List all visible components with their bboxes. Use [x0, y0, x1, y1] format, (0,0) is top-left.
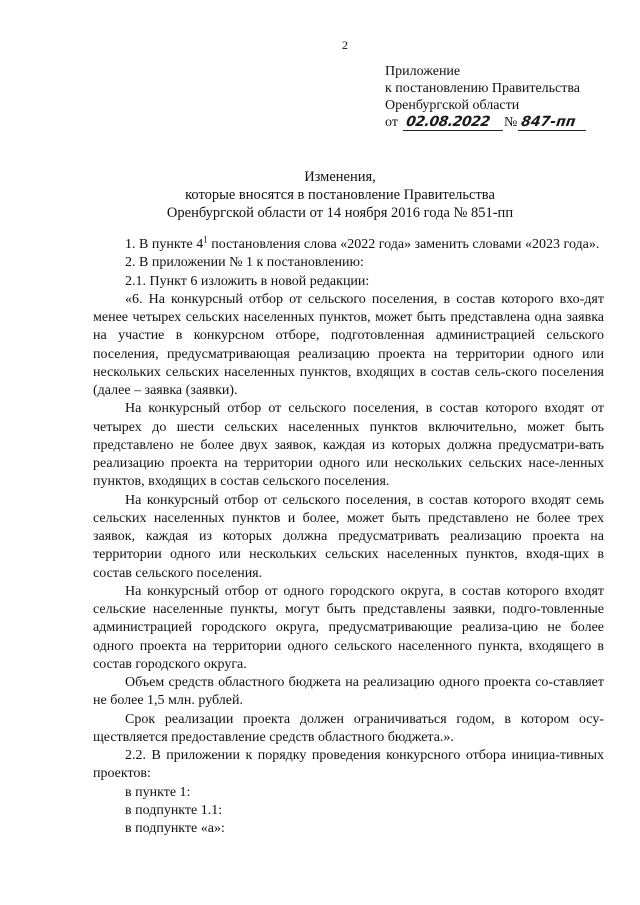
appendix-date-line — [385, 114, 630, 131]
appendix-line-2: к постановлению Правительства — [385, 81, 581, 96]
paragraph-8: Объем средств областного бюджета на реализацию одного проекта со-ставляет не более 1,5 млн. рублей. — [93, 675, 604, 709]
title-line-3: Оренбургской области от 14 ноября 2016 года № 851-пп — [166, 205, 514, 221]
paragraph-1-end: постановления слова «2022 года» заменить словами «2023 года». — [207, 237, 600, 252]
paragraph-1-start: 1. В пункте 4 — [125, 237, 204, 252]
number-label: № — [503, 115, 518, 130]
page-number: 2 — [342, 38, 348, 52]
paragraph-4: «6. На конкурсный отбор от сельского поселения, в состав которого вхо-дят менее четырех сельских населенных пунктов, может быть представлена одна заявка на участие в конкурсном отборе, подготовленная администрацией сельского поселения, предусматривающая реализацию проекта на территории одного или нескольких сельских населенных пунктов, входящих в состав сель-ского поселения (далее – заявка (заявки). — [93, 291, 604, 398]
paragraph-11: в пункте 1: — [125, 784, 191, 800]
document-title — [90, 168, 590, 222]
handwritten-number: 847-пп — [518, 115, 588, 131]
paragraph-1 — [93, 236, 604, 254]
title-line-1: Изменения, — [304, 169, 376, 185]
from-label: от — [385, 115, 398, 130]
appendix-line-1: Приложение — [385, 64, 461, 79]
footnote-superscript: 1 — [203, 234, 208, 245]
paragraph-6: На конкурсный отбор от сельского поселения, в состав которого входят семь сельских населенных пунктов и более, может быть представлено не более трех заявок, каждая из которых должна предусматривать реализацию проекта на территории одного или нескольких сельских населенных пунктов, входя-щих в состав сельского поселения. — [93, 492, 604, 581]
appendix-block — [385, 63, 630, 131]
paragraph-9: Срок реализации проекта должен ограничиваться годом, в котором осу-ществляется предоставление средств областного бюджета.». — [93, 711, 604, 745]
appendix-line-3: Оренбургской области — [385, 98, 520, 113]
paragraph-10: 2.2. В приложении к порядку проведения конкурсного отбора инициа-тивных проектов: — [93, 748, 604, 782]
paragraph-3: 2.1. Пункт 6 изложить в новой редакции: — [125, 273, 370, 289]
document-body — [93, 236, 604, 838]
paragraph-7: На конкурсный отбор от одного городского округа, в состав которого входят сельские населенные пункты, могут быть представлены заявки, подго-товленные администрацией городского округа, предусматривающие реализа-цию не более одного проекта на территории одного сельского населенного пункта, входящего в состав городского округа. — [93, 583, 604, 672]
title-line-2: которые вносятся в постановление Правительства — [185, 187, 495, 203]
paragraph-2: 2. В приложении № 1 к постановлению: — [125, 255, 364, 271]
handwritten-date: 02.08.2022 — [403, 115, 505, 131]
paragraph-12: в подпункте 1.1: — [125, 802, 223, 818]
paragraph-5: На конкурсный отбор от сельского поселения, в состав которого входят от четырех до шести сельских населенных пунктов включительно, может быть представлено не более двух заявок, каждая из которых должна предусматри-вать реализацию проекта на территории одного или нескольких сельских насе-ленных пунктов, входящих в состав сельского поселения. — [93, 401, 604, 490]
paragraph-13: в подпункте «а»: — [125, 821, 225, 836]
